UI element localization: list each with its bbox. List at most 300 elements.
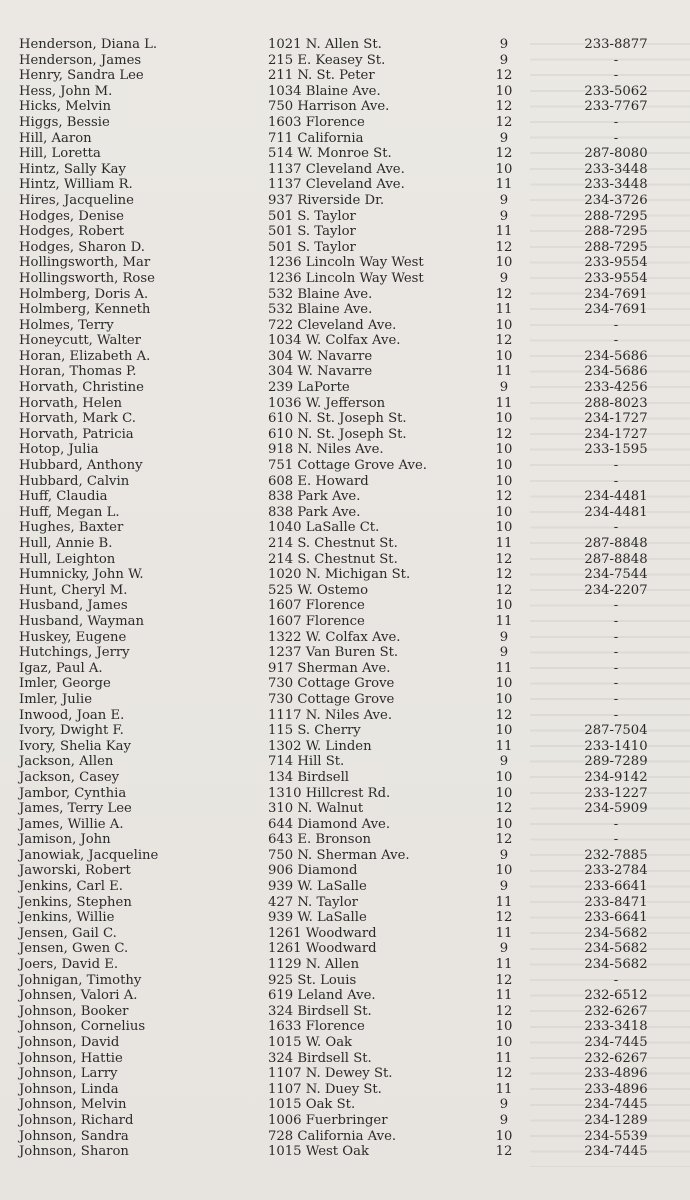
phone-number: - bbox=[613, 333, 619, 349]
directory-entry bbox=[0, 1051, 690, 1067]
student-name: Joers, David E. bbox=[19, 957, 119, 973]
student-name: James, Willie A. bbox=[19, 816, 124, 832]
grade-level: 11 bbox=[495, 988, 513, 1004]
directory-entry bbox=[0, 380, 690, 396]
street-address: 1607 Florence bbox=[268, 598, 365, 614]
phone-number: 233-6641 bbox=[584, 910, 648, 926]
grade-level: 10 bbox=[495, 442, 513, 458]
phone-number: 234-5682 bbox=[584, 957, 648, 973]
street-address: 501 S. Taylor bbox=[268, 208, 356, 224]
grade-level: 12 bbox=[495, 333, 513, 349]
street-address: 1603 Florence bbox=[268, 114, 365, 130]
street-address: 906 Diamond bbox=[268, 863, 358, 879]
student-name: Hintz, William R. bbox=[19, 177, 133, 193]
grade-level: 10 bbox=[495, 598, 513, 614]
directory-entry bbox=[0, 240, 690, 256]
street-address: 1129 N. Allen bbox=[268, 957, 360, 973]
directory-entry bbox=[0, 224, 690, 240]
grade-level: 12 bbox=[495, 489, 513, 505]
student-name: Hubbard, Anthony bbox=[19, 458, 143, 474]
student-name: Johnigan, Timothy bbox=[19, 972, 142, 988]
street-address: 1137 Cleveland Ave. bbox=[268, 161, 405, 177]
phone-number: - bbox=[613, 317, 619, 333]
directory-entry bbox=[0, 318, 690, 334]
student-name: Huskey, Eugene bbox=[19, 629, 127, 645]
student-name: Henry, Sandra Lee bbox=[19, 68, 144, 84]
directory-entry bbox=[0, 879, 690, 895]
student-name: Johnson, Sandra bbox=[19, 1128, 129, 1144]
phone-number: 234-5682 bbox=[584, 925, 648, 941]
phone-number: 233-2784 bbox=[584, 863, 648, 879]
directory-entry bbox=[0, 442, 690, 458]
student-name: Ivory, Shelia Kay bbox=[19, 738, 131, 754]
student-name: Holmberg, Kenneth bbox=[19, 302, 151, 318]
student-name: Higgs, Bessie bbox=[19, 114, 110, 130]
student-name: Hess, John M. bbox=[19, 83, 113, 99]
directory-entry bbox=[0, 474, 690, 490]
phone-number: 234-7691 bbox=[584, 302, 648, 318]
street-address: 532 Blaine Ave. bbox=[268, 286, 373, 302]
directory-entry bbox=[0, 411, 690, 427]
grade-level: 11 bbox=[495, 660, 513, 676]
phone-number: 234-7691 bbox=[584, 286, 648, 302]
student-name: Hotop, Julia bbox=[19, 442, 99, 458]
phone-number: - bbox=[613, 660, 619, 676]
phone-number: 234-5539 bbox=[584, 1128, 648, 1144]
directory-entry bbox=[0, 1035, 690, 1051]
grade-level: 9 bbox=[499, 1112, 509, 1128]
phone-number: 234-7445 bbox=[584, 1097, 648, 1113]
street-address: 214 S. Chestnut St. bbox=[268, 551, 398, 567]
directory-entry bbox=[0, 1066, 690, 1082]
street-address: 1107 N. Duey St. bbox=[268, 1081, 382, 1097]
directory-entry bbox=[0, 271, 690, 287]
street-address: 730 Cottage Grove bbox=[268, 691, 395, 707]
student-name: Johnson, Hattie bbox=[19, 1050, 123, 1066]
student-name: Janowiak, Jacqueline bbox=[19, 847, 159, 863]
student-name: Husband, James bbox=[19, 598, 128, 614]
student-name: Ivory, Dwight F. bbox=[19, 723, 124, 739]
directory-entry bbox=[0, 458, 690, 474]
phone-number: 234-5686 bbox=[584, 364, 648, 380]
grade-level: 10 bbox=[495, 863, 513, 879]
phone-number: 233-3448 bbox=[584, 161, 648, 177]
street-address: 324 Birdsell St. bbox=[268, 1050, 372, 1066]
street-address: 501 S. Taylor bbox=[268, 224, 356, 240]
street-address: 937 Riverside Dr. bbox=[268, 192, 385, 208]
street-address: 1236 Lincoln Way West bbox=[268, 270, 424, 286]
directory-entry bbox=[0, 84, 690, 100]
grade-level: 12 bbox=[495, 832, 513, 848]
phone-number: 287-8848 bbox=[584, 551, 648, 567]
directory-entry bbox=[0, 131, 690, 147]
phone-number: - bbox=[613, 114, 619, 130]
grade-level: 11 bbox=[495, 224, 513, 240]
street-address: 1137 Cleveland Ave. bbox=[268, 177, 405, 193]
grade-level: 12 bbox=[495, 114, 513, 130]
grade-level: 10 bbox=[495, 1035, 513, 1050]
grade-level: 12 bbox=[495, 551, 513, 567]
street-address: 1021 N. Allen St. bbox=[268, 37, 382, 52]
grade-level: 10 bbox=[495, 348, 513, 364]
grade-level: 12 bbox=[495, 1144, 513, 1160]
phone-number: - bbox=[613, 52, 619, 68]
directory-entry bbox=[0, 848, 690, 864]
directory-entry bbox=[0, 68, 690, 84]
student-name: Honeycutt, Walter bbox=[19, 333, 141, 349]
grade-level: 12 bbox=[495, 1003, 513, 1019]
phone-number: 233-9554 bbox=[584, 255, 648, 271]
student-name: Hunt, Cheryl M. bbox=[19, 582, 128, 598]
street-address: 501 S. Taylor bbox=[268, 239, 356, 255]
phone-number: 233-1410 bbox=[584, 738, 648, 754]
student-name: Hull, Annie B. bbox=[19, 536, 113, 551]
phone-number: 288-7295 bbox=[584, 224, 648, 240]
grade-level: 11 bbox=[495, 738, 513, 754]
directory-entry bbox=[0, 708, 690, 724]
phone-number: 233-8877 bbox=[584, 37, 648, 52]
student-name: Hughes, Baxter bbox=[19, 520, 124, 536]
student-name: Igaz, Paul A. bbox=[19, 660, 103, 676]
phone-number: 233-3418 bbox=[584, 1019, 648, 1035]
student-name: Hull, Leighton bbox=[19, 551, 116, 567]
directory-entry bbox=[0, 115, 690, 131]
directory-entry bbox=[0, 863, 690, 879]
grade-level: 9 bbox=[499, 941, 509, 957]
street-address: 1236 Lincoln Way West bbox=[268, 255, 424, 271]
street-address: 750 N. Sherman Ave. bbox=[268, 847, 410, 863]
directory-entry bbox=[0, 630, 690, 646]
directory-entry bbox=[0, 364, 690, 380]
grade-level: 10 bbox=[495, 504, 513, 520]
grade-level: 11 bbox=[495, 925, 513, 941]
grade-level: 12 bbox=[495, 239, 513, 255]
street-address: 1261 Woodward bbox=[268, 941, 377, 957]
street-address: 1261 Woodward bbox=[268, 925, 377, 941]
student-name: Jamison, John bbox=[19, 832, 111, 848]
street-address: 939 W. LaSalle bbox=[268, 879, 367, 895]
street-address: 1302 W. Linden bbox=[268, 738, 372, 754]
directory-entry bbox=[0, 786, 690, 802]
street-address: 750 Harrison Ave. bbox=[268, 99, 390, 115]
grade-level: 9 bbox=[499, 208, 509, 224]
phone-number: 234-1727 bbox=[584, 411, 648, 427]
grade-level: 12 bbox=[495, 567, 513, 583]
student-name: Henderson, James bbox=[19, 52, 142, 68]
grade-level: 10 bbox=[495, 411, 513, 427]
grade-level: 9 bbox=[499, 879, 509, 895]
phone-number: 233-4256 bbox=[584, 380, 648, 396]
student-name: Husband, Wayman bbox=[19, 613, 144, 629]
phone-number: - bbox=[613, 629, 619, 645]
student-name: Horan, Thomas P. bbox=[19, 364, 137, 380]
directory-entry bbox=[0, 536, 690, 552]
grade-level: 12 bbox=[495, 286, 513, 302]
directory-entry bbox=[0, 1097, 690, 1113]
directory-entry bbox=[0, 99, 690, 115]
grade-level: 10 bbox=[495, 723, 513, 739]
directory-entry bbox=[0, 614, 690, 630]
directory-entry bbox=[0, 1019, 690, 1035]
street-address: 1310 Hillcrest Rd. bbox=[268, 785, 391, 801]
phone-number: - bbox=[613, 130, 619, 146]
phone-number: 233-5062 bbox=[584, 83, 648, 99]
street-address: 134 Birdsell bbox=[268, 769, 350, 785]
phone-number: 234-4481 bbox=[584, 489, 648, 505]
student-name: Hollingsworth, Mar bbox=[19, 255, 151, 271]
street-address: 728 California Ave. bbox=[268, 1128, 397, 1144]
phone-number: 234-1727 bbox=[584, 426, 648, 442]
grade-level: 10 bbox=[495, 458, 513, 474]
directory-entry bbox=[0, 941, 690, 957]
street-address: 1237 Van Buren St. bbox=[268, 645, 399, 661]
student-name: Johnson, Sharon bbox=[19, 1144, 129, 1160]
street-address: 714 Hill St. bbox=[268, 754, 345, 770]
phone-number: 234-5686 bbox=[584, 348, 648, 364]
student-name: Hill, Loretta bbox=[19, 146, 101, 162]
street-address: 1040 LaSalle Ct. bbox=[268, 520, 380, 536]
phone-number: 288-7295 bbox=[584, 239, 648, 255]
street-address: 644 Diamond Ave. bbox=[268, 816, 391, 832]
phone-number: - bbox=[613, 458, 619, 474]
phone-number: 233-1595 bbox=[584, 442, 648, 458]
grade-level: 9 bbox=[499, 847, 509, 863]
directory-entry bbox=[0, 645, 690, 661]
student-directory-list bbox=[0, 37, 690, 1160]
grade-level: 11 bbox=[495, 302, 513, 318]
grade-level: 11 bbox=[495, 1081, 513, 1097]
street-address: 525 W. Ostemo bbox=[268, 582, 369, 598]
street-address: 304 W. Navarre bbox=[268, 348, 373, 364]
street-address: 1633 Florence bbox=[268, 1019, 365, 1035]
street-address: 1034 Blaine Ave. bbox=[268, 83, 381, 99]
student-name: Johnson, Melvin bbox=[19, 1097, 127, 1113]
grade-level: 11 bbox=[495, 613, 513, 629]
student-name: Hill, Aaron bbox=[19, 130, 92, 146]
grade-level: 10 bbox=[495, 161, 513, 177]
grade-level: 12 bbox=[495, 972, 513, 988]
student-name: Johnson, Cornelius bbox=[19, 1019, 146, 1035]
student-name: Jackson, Allen bbox=[19, 754, 114, 770]
directory-entry bbox=[0, 520, 690, 536]
student-name: Hodges, Denise bbox=[19, 208, 124, 224]
student-name: Humnicky, John W. bbox=[19, 567, 144, 583]
phone-number: 233-8471 bbox=[584, 894, 648, 910]
phone-number: 289-7289 bbox=[584, 754, 648, 770]
street-address: 1322 W. Colfax Ave. bbox=[268, 629, 401, 645]
grade-level: 11 bbox=[495, 957, 513, 973]
street-address: 939 W. LaSalle bbox=[268, 910, 367, 926]
student-name: Jaworski, Robert bbox=[19, 863, 131, 879]
directory-entry bbox=[0, 957, 690, 973]
directory-entry bbox=[0, 973, 690, 989]
phone-number: 233-1227 bbox=[584, 785, 648, 801]
street-address: 211 N. St. Peter bbox=[268, 68, 375, 84]
student-name: Huff, Megan L. bbox=[19, 504, 120, 520]
directory-entry bbox=[0, 583, 690, 599]
grade-level: 9 bbox=[499, 380, 509, 396]
grade-level: 9 bbox=[499, 192, 509, 208]
student-name: Johnson, Booker bbox=[19, 1003, 129, 1019]
student-name: Hires, Jacqueline bbox=[19, 192, 134, 208]
street-address: 215 E. Keasey St. bbox=[268, 52, 386, 68]
student-name: Jackson, Casey bbox=[19, 769, 120, 785]
grade-level: 12 bbox=[495, 582, 513, 598]
phone-number: - bbox=[613, 816, 619, 832]
phone-number: 232-6512 bbox=[584, 988, 648, 1004]
directory-entry bbox=[0, 754, 690, 770]
student-name: Imler, George bbox=[19, 676, 111, 692]
grade-level: 11 bbox=[495, 364, 513, 380]
directory-entry bbox=[0, 661, 690, 677]
grade-level: 11 bbox=[495, 395, 513, 411]
street-address: 324 Birdsell St. bbox=[268, 1003, 372, 1019]
directory-entry bbox=[0, 1113, 690, 1129]
phone-number: 234-4481 bbox=[584, 504, 648, 520]
street-address: 1015 W. Oak bbox=[268, 1035, 353, 1050]
grade-level: 10 bbox=[495, 473, 513, 489]
street-address: 532 Blaine Ave. bbox=[268, 302, 373, 318]
directory-entry bbox=[0, 552, 690, 568]
student-name: Johnson, Richard bbox=[19, 1112, 134, 1128]
phone-number: - bbox=[613, 676, 619, 692]
student-name: Holmberg, Doris A. bbox=[19, 286, 149, 302]
student-name: Hutchings, Jerry bbox=[19, 645, 130, 661]
street-address: 619 Leland Ave. bbox=[268, 988, 376, 1004]
student-name: Jenkins, Willie bbox=[19, 910, 115, 926]
grade-level: 11 bbox=[495, 536, 513, 551]
student-name: Hodges, Sharon D. bbox=[19, 239, 145, 255]
directory-entry bbox=[0, 177, 690, 193]
grade-level: 10 bbox=[495, 1019, 513, 1035]
student-name: Hubbard, Calvin bbox=[19, 473, 130, 489]
phone-number: - bbox=[613, 707, 619, 723]
phone-number: 234-2207 bbox=[584, 582, 648, 598]
phone-number: - bbox=[613, 68, 619, 84]
phone-number: - bbox=[613, 613, 619, 629]
phone-number: - bbox=[613, 645, 619, 661]
student-name: Jenkins, Stephen bbox=[19, 894, 132, 910]
phone-number: 233-4896 bbox=[584, 1081, 648, 1097]
phone-number: 234-5682 bbox=[584, 941, 648, 957]
phone-number: 287-8080 bbox=[584, 146, 648, 162]
directory-entry bbox=[0, 832, 690, 848]
phone-number: - bbox=[613, 691, 619, 707]
street-address: 1034 W. Colfax Ave. bbox=[268, 333, 401, 349]
phone-number: 233-4896 bbox=[584, 1066, 648, 1082]
student-name: Jenkins, Carl E. bbox=[19, 879, 123, 895]
phone-number: 234-7544 bbox=[584, 567, 648, 583]
grade-level: 10 bbox=[495, 317, 513, 333]
student-name: Huff, Claudia bbox=[19, 489, 108, 505]
street-address: 1006 Fuerbringer bbox=[268, 1112, 388, 1128]
phone-number: 287-8848 bbox=[584, 536, 648, 551]
student-name: Horvath, Helen bbox=[19, 395, 123, 411]
directory-entry bbox=[0, 427, 690, 443]
student-name: Hodges, Robert bbox=[19, 224, 124, 240]
phone-number: - bbox=[613, 832, 619, 848]
student-name: Jensen, Gwen C. bbox=[19, 941, 129, 957]
directory-entry bbox=[0, 489, 690, 505]
street-address: 608 E. Howard bbox=[268, 473, 369, 489]
street-address: 1607 Florence bbox=[268, 613, 365, 629]
street-address: 310 N. Walnut bbox=[268, 801, 364, 817]
grade-level: 12 bbox=[495, 68, 513, 84]
street-address: 918 N. Niles Ave. bbox=[268, 442, 384, 458]
street-address: 1036 W. Jefferson bbox=[268, 395, 386, 411]
grade-level: 10 bbox=[495, 520, 513, 536]
street-address: 1117 N. Niles Ave. bbox=[268, 707, 393, 723]
directory-entry bbox=[0, 723, 690, 739]
grade-level: 9 bbox=[499, 270, 509, 286]
phone-number: 234-7445 bbox=[584, 1144, 648, 1160]
directory-entry bbox=[0, 396, 690, 412]
directory-entry bbox=[0, 333, 690, 349]
student-name: Johnsen, Valori A. bbox=[19, 988, 138, 1004]
directory-entry bbox=[0, 739, 690, 755]
grade-level: 12 bbox=[495, 707, 513, 723]
grade-level: 10 bbox=[495, 1128, 513, 1144]
phone-number: 234-5909 bbox=[584, 801, 648, 817]
street-address: 610 N. St. Joseph St. bbox=[268, 426, 407, 442]
phone-number: 234-3726 bbox=[584, 192, 648, 208]
street-address: 730 Cottage Grove bbox=[268, 676, 395, 692]
directory-entry bbox=[0, 770, 690, 786]
phone-number: 233-6641 bbox=[584, 879, 648, 895]
grade-level: 9 bbox=[499, 754, 509, 770]
directory-entry bbox=[0, 1144, 690, 1160]
street-address: 427 N. Taylor bbox=[268, 894, 358, 910]
street-address: 722 Cleveland Ave. bbox=[268, 317, 397, 333]
street-address: 1015 Oak St. bbox=[268, 1097, 356, 1113]
phone-number: 288-8023 bbox=[584, 395, 648, 411]
grade-level: 9 bbox=[499, 645, 509, 661]
street-address: 643 E. Bronson bbox=[268, 832, 372, 848]
directory-entry bbox=[0, 1004, 690, 1020]
grade-level: 11 bbox=[495, 894, 513, 910]
phone-number: 232-7885 bbox=[584, 847, 648, 863]
grade-level: 10 bbox=[495, 676, 513, 692]
student-name: Johnson, David bbox=[19, 1035, 120, 1050]
phone-number: 233-3448 bbox=[584, 177, 648, 193]
street-address: 214 S. Chestnut St. bbox=[268, 536, 398, 551]
grade-level: 10 bbox=[495, 255, 513, 271]
grade-level: 9 bbox=[499, 1097, 509, 1113]
directory-entry bbox=[0, 349, 690, 365]
directory-entry bbox=[0, 162, 690, 178]
grade-level: 10 bbox=[495, 816, 513, 832]
street-address: 1107 N. Dewey St. bbox=[268, 1066, 393, 1082]
student-name: Hicks, Melvin bbox=[19, 99, 111, 115]
phone-number: - bbox=[613, 520, 619, 536]
student-name: Horvath, Patricia bbox=[19, 426, 134, 442]
phone-number: 232-6267 bbox=[584, 1003, 648, 1019]
grade-level: 12 bbox=[495, 1066, 513, 1082]
street-address: 925 St. Louis bbox=[268, 972, 357, 988]
directory-entry bbox=[0, 895, 690, 911]
street-address: 751 Cottage Grove Ave. bbox=[268, 458, 427, 474]
directory-entry bbox=[0, 692, 690, 708]
directory-entry bbox=[0, 287, 690, 303]
student-name: Johnson, Larry bbox=[19, 1066, 118, 1082]
phone-number: - bbox=[613, 473, 619, 489]
phone-number: - bbox=[613, 972, 619, 988]
directory-entry bbox=[0, 676, 690, 692]
street-address: 711 California bbox=[268, 130, 364, 146]
student-name: Henderson, Diana L. bbox=[19, 37, 158, 52]
student-name: Jensen, Gail C. bbox=[19, 925, 117, 941]
grade-level: 9 bbox=[499, 130, 509, 146]
